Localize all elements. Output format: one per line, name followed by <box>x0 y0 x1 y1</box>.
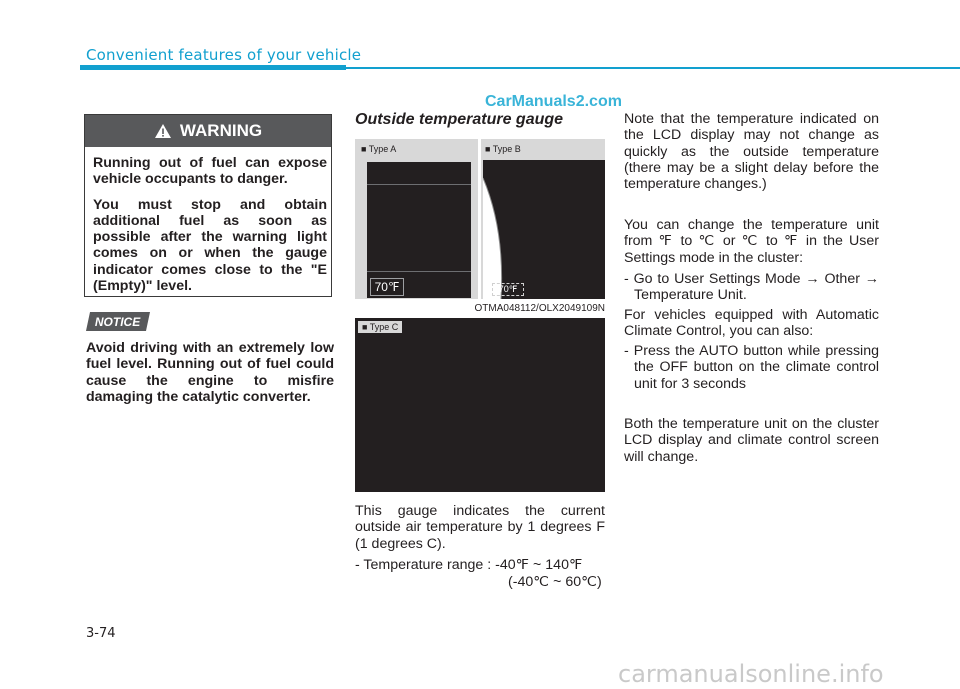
climate-control-step: - Press the AUTO button while pressing the OFF button on the climate control unit for 3 seconds <box>624 343 879 392</box>
description-paragraph: This gauge indicates the current outside air temperature by 1 degrees F (1 degrees C). <box>355 503 605 552</box>
figure-divider <box>478 139 481 299</box>
display-divider <box>367 271 471 272</box>
header-rule <box>346 67 960 69</box>
warning-box <box>84 114 332 297</box>
warning-paragraph: You must stop and obtain additional fuel as soon as possible after the warning light comes on or when the gauge indicator comes close to the "E (Empty)" level. <box>93 196 327 295</box>
temperature-range-celsius: (-40℃ ~ 60℃) <box>508 574 602 590</box>
notice-label: NOTICE <box>95 314 141 329</box>
unit-change-step: - Go to User Settings Mode → Other → Temperature Unit. <box>624 271 879 304</box>
header-accent-bar <box>80 65 346 70</box>
notice-tag <box>86 312 150 331</box>
notice-text: Avoid driving with an extremely low fuel level. Running out of fuel could cause the engine to misfire damaging the catalytic converter. <box>86 340 334 405</box>
figure-caption: OTMA048112/OLX2049109N <box>474 303 605 314</box>
figure-label-type-b: ■ Type B <box>485 144 521 154</box>
cluster-display-type-b <box>483 160 605 299</box>
page-number: 3-74 <box>86 626 116 641</box>
result-paragraph: Both the temperature unit on the cluster LCD display and climate control screen will change. <box>624 416 879 465</box>
gauge-arc-graphic <box>483 160 605 299</box>
display-divider <box>367 184 471 185</box>
climate-control-paragraph: For vehicles equipped with Automatic Climate Control, you can also: <box>624 307 879 340</box>
figure-type-c <box>355 318 605 492</box>
temperature-range: - Temperature range : -40℉ ~ 140℉ <box>355 557 583 573</box>
figure-label-type-c: ■ Type C <box>358 321 402 333</box>
warning-paragraph: Running out of fuel can expose vehicle occupants to danger. <box>93 155 327 188</box>
temperature-readout-type-a: 70℉ <box>370 278 404 296</box>
warning-body <box>93 155 327 303</box>
note-paragraph: Note that the temperature indicated on the LCD display may not change as quickly as the outside temperature (there may be a slight delay before the temperature changes.) <box>624 111 879 193</box>
warning-label: WARNING <box>179 121 263 140</box>
unit-change-paragraph: You can change the temperature unit from ℉ to ℃ or ℃ to ℉ in the User Settings mode in the cluster: <box>624 217 879 266</box>
warning-header <box>85 115 331 147</box>
section-header-title: Convenient features of your vehicle <box>86 46 362 64</box>
warning-triangle-icon <box>154 123 172 139</box>
watermark-bottom: carmanualsonline.info <box>618 660 884 688</box>
figure-label-type-a: ■ Type A <box>361 144 397 154</box>
watermark-top: CarManuals2.com <box>485 93 622 110</box>
section-title: Outside temperature gauge <box>355 111 564 128</box>
temperature-readout-type-b: 70℉ <box>492 283 524 296</box>
